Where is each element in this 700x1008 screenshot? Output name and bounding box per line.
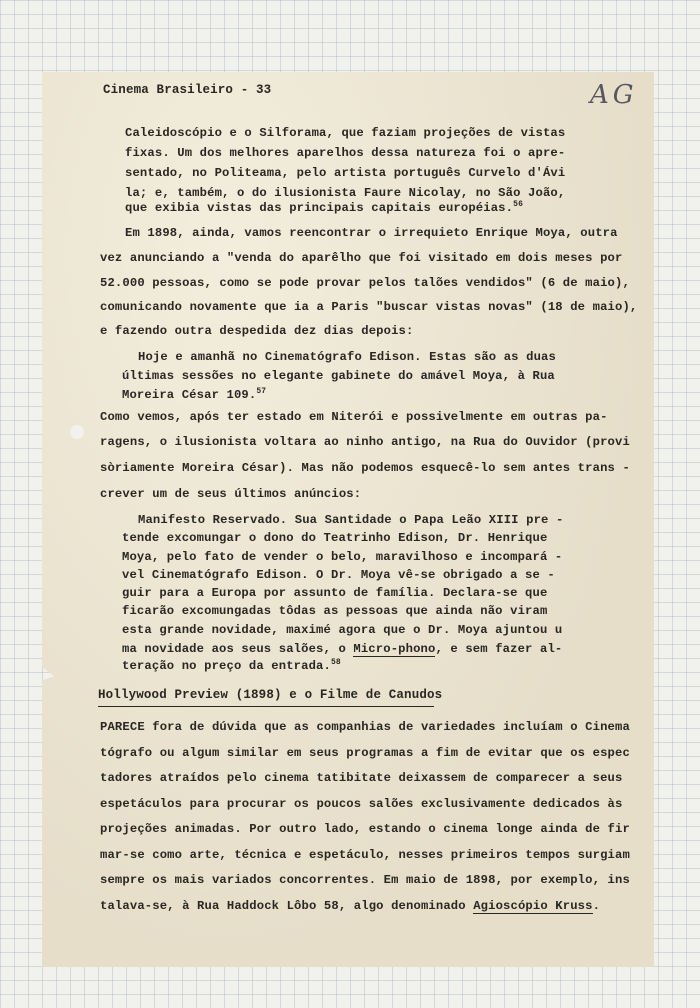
footnote-marker: 56 [513, 200, 524, 209]
text-line: la; e, também, o do ilusionista Faure Nicolay, no São João, [125, 186, 566, 200]
text-line: mar-se como arte, técnica e espetáculo, nesses primeiros tempos surgiam [100, 848, 630, 862]
footnote-marker: 58 [330, 658, 341, 667]
text-line: PARECE fora de dúvida que as companhias de variedades incluíam o Cinema [100, 720, 630, 734]
text-line: fixas. Um dos melhores aparelhos dessa natureza foi o apre- [125, 146, 566, 160]
text-line: e fazendo outra despedida dez dias depois: [100, 324, 414, 338]
text-line: tógrafo ou algum similar em seus programas a fim de evitar que os espec [100, 746, 630, 760]
quote-line [122, 642, 562, 656]
quote-line: últimas sessões no elegante gabinete do amável Moya, à Rua [122, 369, 555, 383]
quote-line [122, 387, 266, 402]
underlined-term: Agioscópio Kruss [473, 899, 593, 913]
section-heading: Hollywood Preview (1898) e o Filme de Canudos [98, 688, 443, 702]
text-run: ma novidade aos seus salões, o [122, 642, 354, 656]
text-line: Caleidoscópio e o Silforama, que faziam projeções de vistas [125, 126, 566, 140]
quote-line: Moya, pelo fato de vender o belo, maravilhoso e incompará - [122, 550, 563, 564]
running-header: Cinema Brasileiro - 33 [103, 83, 272, 97]
quote-line: guir para a Europa por assunto de família. Declara-se que [122, 586, 548, 600]
quote-line: esta grande novidade, maximé agora que o Dr. Moya ajuntou u [122, 623, 563, 637]
text-run: . [592, 899, 601, 913]
heading-underline [98, 706, 434, 707]
text-line: Como vemos, após ter estado em Niterói e possivelmente em outras pa- [100, 410, 608, 424]
text-run: talava-se, à Rua Haddock Lôbo 58, algo denominado [100, 899, 474, 913]
text-line: projeções animadas. Por outro lado, estando o cinema longe ainda de fir [100, 822, 630, 836]
quote-line: vel Cinematógrafo Edison. O Dr. Moya vê-se obrigado a se - [122, 568, 555, 582]
text-line: sòriamente Moreira César). Mas não podemos esquecê-lo sem antes trans - [100, 461, 630, 475]
text-line [100, 899, 600, 913]
text-line: vez anunciando a "venda do aparêlho que foi visitado em dois meses por [100, 251, 623, 265]
text-line: espetáculos para procurar os poucos salões exclusivamente dedicados às [100, 797, 623, 811]
text-line [125, 200, 523, 215]
text-line: Em 1898, ainda, vamos reencontrar o irrequieto Enrique Moya, outra [125, 226, 618, 240]
quote-line: tende excomungar o dono do Teatrinho Edison, Dr. Henrique [122, 531, 548, 545]
quote-line: Manifesto Reservado. Sua Santidade o Papa Leão XIII pre - [138, 513, 564, 527]
text-run: que exibia vistas das principais capitais européias. [125, 201, 514, 215]
underlined-term: Micro-phono [353, 642, 436, 656]
text-line: crever um de seus últimos anúncios: [100, 487, 362, 501]
text-line: ragens, o ilusionista voltara ao ninho antigo, na Rua do Ouvidor (provi [100, 435, 630, 449]
quote-line: Hoje e amanhã no Cinematógrafo Edison. Estas são as duas [138, 350, 556, 364]
text-line: sempre os mais variados concorrentes. Em maio de 1898, por exemplo, ins [100, 873, 630, 887]
punch-hole [70, 425, 84, 439]
quote-line [122, 658, 341, 673]
text-line: tadores atraídos pelo cinema tatibitate deixassem de comparecer a seus [100, 771, 623, 785]
text-line: 52.000 pessoas, como se pode provar pelos talões vendidos" (6 de maio), [100, 276, 630, 290]
quote-line: ficarão excomungadas tôdas as pessoas que ainda não viram [122, 604, 548, 618]
text-line: sentado, no Politeama, pelo artista português Curvelo d'Ávi [125, 166, 566, 180]
text-line: comunicando novamente que ia a Paris "buscar vistas novas" (18 de maio), [100, 300, 638, 314]
text-run: Moreira César 109. [122, 388, 257, 402]
text-run: , e sem fazer al- [435, 642, 563, 656]
handwritten-initials: AG [590, 80, 638, 110]
text-run: teração no preço da entrada. [122, 659, 331, 673]
footnote-marker: 57 [256, 387, 267, 396]
